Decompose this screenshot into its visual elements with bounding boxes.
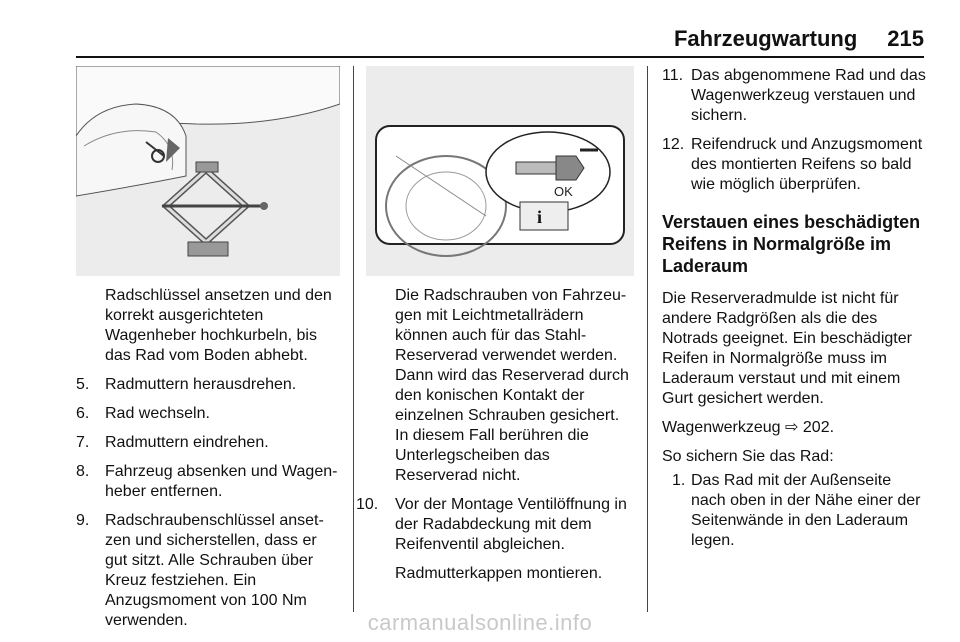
car-jack-icon: [76, 66, 340, 276]
paragraph: So sichern Sie das Rad:: [662, 448, 834, 465]
section-heading: Verstauen eines beschädigten Reifens in Normalgröße im Laderaum: [662, 212, 921, 276]
column-divider-2: [647, 66, 648, 612]
list-item: 12. Reifendruck und Anzugsmoment des montierten Reifens so bald wie möglich überprüfen.: [662, 136, 923, 193]
list-item: 7. Radmuttern eindrehen.: [76, 434, 269, 451]
wheel-bolt-icon: [366, 66, 634, 276]
list-item: 1. Das Rad mit der Außenseite nach oben in der Nähe einer der Seitenwände in den Laderaum legen.: [672, 472, 921, 549]
section-title: Fahrzeugwartung: [673, 26, 858, 51]
jack-illustration: [76, 66, 340, 276]
list-item: 11. Das abgenommene Rad und das Wagenwerkzeug verstauen und sichern.: [662, 67, 926, 124]
list-item: 8. Fahrzeug absenken und Wagenheber entfernen.: [76, 463, 338, 500]
header-rule: [76, 56, 924, 58]
page-header: [0, 26, 924, 52]
list-item: 5. Radmuttern herausdrehen.: [76, 376, 297, 393]
bolt-caption: Die Radschrauben von Fahrzeugen mit Leichtmetallrädern können auch für das Stahl-Reserverad verwendet werden. Dann wird das Reserverad durch den konischen Kontakt der einzelnen Schrauben gesichert. In diesem Fall berühren die Unterlegscheiben das Reserverad nicht.: [395, 287, 629, 484]
step-caption: Radschlüssel ansetzen und den korrekt ausgerichteten Wagenheber hochkurbeln, bis das Rad vom Boden abhebt.: [105, 287, 332, 364]
svg-text:i: i: [537, 207, 543, 227]
column-2: [356, 66, 634, 584]
watermark: carmanualsonline.info: [367, 610, 593, 635]
wheel-bolt-illustration: [366, 66, 634, 276]
list-item: 9. Radschraubenschlüssel ansetzen und sicherstellen, dass er gut sitzt. Alle Schrauben über Kreuz festziehen. Ein Anzugsmoment von 100 Nm verwenden.: [76, 512, 324, 629]
reference-arrow-icon: ⇨: [785, 419, 799, 436]
ok-label: OK: [554, 184, 573, 199]
column-1: [76, 66, 340, 631]
column-3: [662, 66, 928, 551]
cross-reference: Wagenwerkzeug ⇨ 202.: [662, 419, 835, 436]
paragraph: Die Reserveradmulde ist nicht für andere Radgrößen als die des Notrads geeignet. Ein beschädigter Reifen in Normalgröße muss im Laderaum verstaut und mit einem Gurt gesichert werden.: [662, 290, 912, 407]
list-item: 6. Rad wechseln.: [76, 405, 210, 422]
list-item: 10. Vor der Montage Ventilöffnung in der Radabdeckung mit dem Reifenventil abgleichen.: [356, 496, 627, 553]
column-divider-1: [353, 66, 354, 612]
page-number: 215: [887, 26, 924, 51]
hubcap-note: Radmutterkappen montieren.: [395, 565, 603, 582]
